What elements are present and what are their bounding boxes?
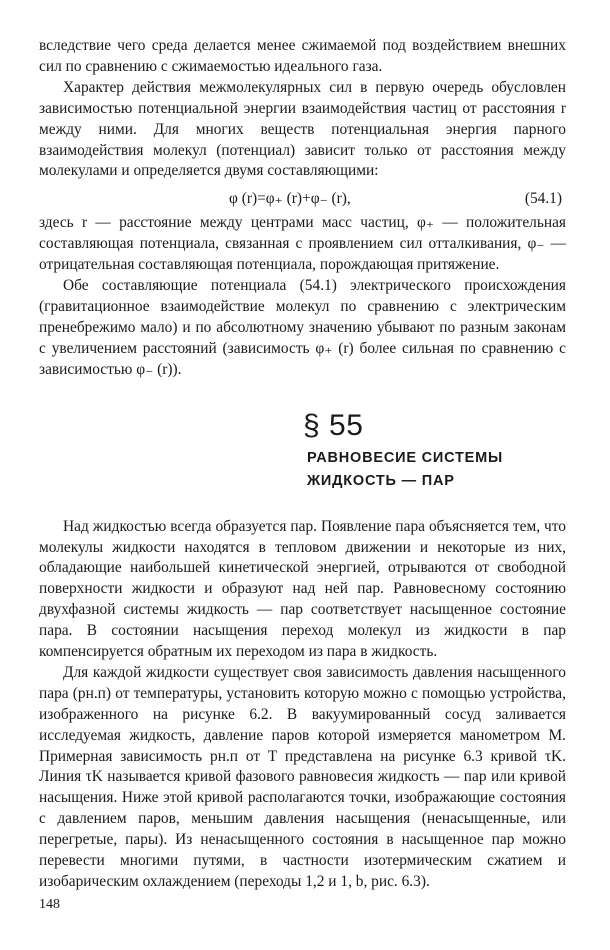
equation-number: (54.1)	[524, 190, 562, 208]
section-number: § 55	[303, 408, 364, 442]
section-heading	[303, 407, 566, 491]
paragraph-potential-intro: Характер действия межмолекулярных сил в первую очередь обусловлен зависимостью потенциальной энергии взаимодействия частиц от расстояния r между ними. Для многих веществ потенциальная энергия парного взаимодействия молекул (потенциал) зависит только от расстояния между молекулами и определяется двумя составляющими:	[39, 78, 566, 180]
paragraph-continuation: вследствие чего среда делается менее сжимаемой под воздействием внешних сил по сравнению с сжимаемостью идеального газа.	[39, 37, 566, 75]
body-text	[39, 36, 566, 893]
equation-body: φ (r)=φ₊ (r)+φ₋ (r),	[229, 190, 351, 208]
paragraph-saturation-pressure: Для каждой жидкости существует своя зависимость давления насыщенного пара (pн.п) от температуры, установить которую можно с помощью устройства, изображенного на рисунке 6.2. В вакуумированный сосуд заливается исследуемая жидкость, давление паров которой измеряется манометром М. Примерная зависимость pн.п от T представлена на рисунке 6.3 кривой τK. Линия τK называется кривой фазового равновесия жидкость — пар или кривой насыщения. Ниже этой кривой располагаются точки, изображающие состояния с давлением паров, меньшим давления насыщения (ненасыщенные, или перегретые, пары). Из ненасыщенного состояния в насыщенное пар можно перевести многими путями, в частности изотермическим сжатием и изобарическим охлаждением (переходы 1,2 и 1, b, рис. 6.3).	[39, 663, 566, 890]
page-number: 148	[39, 897, 60, 912]
paragraph-vapor-formation: Над жидкостью всегда образуется пар. Появление пара объясняется тем, что молекулы жидкости находятся в тепловом движении и некоторые из них, обладающие наибольшей кинетической энергией, отрываются от свободной поверхности жидкости и образуют над ней пар. Равновесному состоянию двухфазной системы жидкость — пар соответствует насыщенное состояние пара. В состоянии насыщения переход молекул из жидкости в пар компенсируется обратным их переходом из пара в жидкость.	[39, 517, 566, 661]
section-title-line-1: РАВНОВЕСИЕ СИСТЕМЫ	[307, 449, 504, 466]
equation-54-1	[39, 186, 566, 211]
paragraph-components: Обе составляющие потенциала (54.1) электрического происхождения (гравитационное взаимодействие молекул по сравнению с электрическим пренебрежимо мало) и по абсолютному значению убывают по разным законам с увеличением расстояний (зависимость φ₊ (r) более сильная по сравнению с зависимостью φ₋ (r)).	[39, 277, 566, 378]
section-title-line-2: ЖИДКОСТЬ — ПАР	[307, 472, 455, 489]
paragraph-definitions: здесь r — расстояние между центрами масс частиц, φ₊ — положительная составляющая потенциала, связанная с проявлением сил отталкивания, φ₋ — отрицательная составляющая потенциала, порождающая притяжение.	[39, 214, 566, 274]
